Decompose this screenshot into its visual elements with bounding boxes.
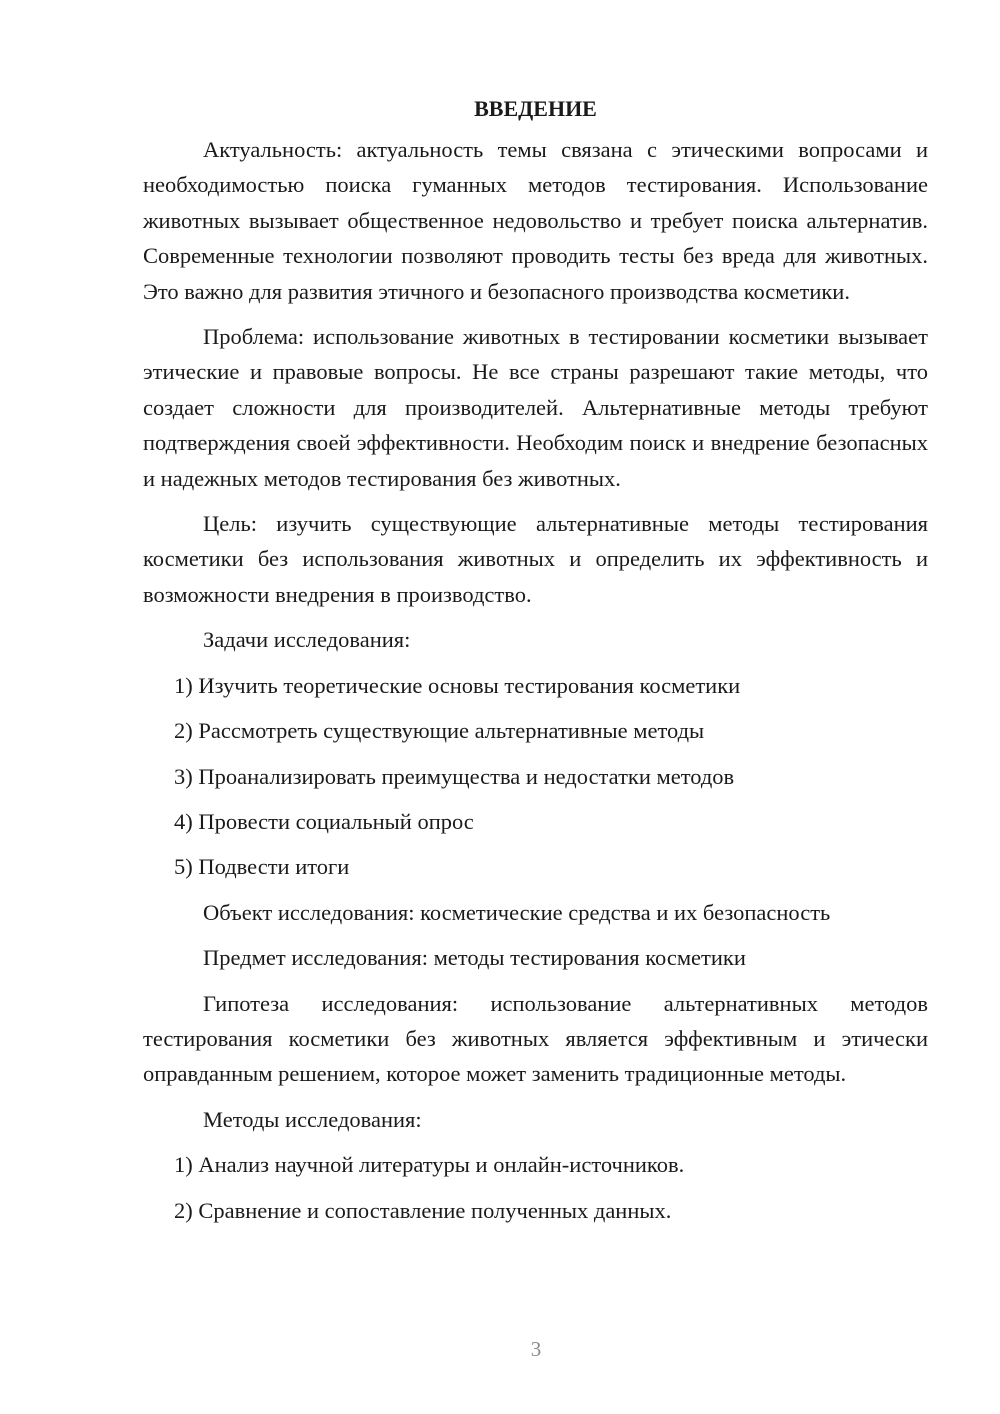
- page-number: 3: [530, 1337, 542, 1361]
- list-item: 1) Анализ научной литературы и онлайн-источников.: [174, 1152, 685, 1178]
- research-subject: Предмет исследования: методы тестирования косметики: [203, 945, 746, 971]
- list-item: 2) Сравнение и сопоставление полученных данных.: [174, 1197, 672, 1223]
- list-item: 5) Подвести итоги: [174, 854, 350, 880]
- paragraph-relevance: Актуальность: актуальность темы связана с этическими вопросами и необходимостью поиска гуманных методов тестирования. Использование животных вызывает общественное недовольство и требует поиска альтернатив. Современные технологии позволяют проводить тесты без вреда для животных. Это важно для развития этичного и безопасного производства косметики.: [143, 137, 928, 304]
- tasks-list: [143, 668, 928, 885]
- section-title: ВВЕДЕНИЕ: [474, 96, 597, 121]
- paragraph-problem: Проблема: использование животных в тестировании косметики вызывает этические и правовые вопросы. Не все страны разрешают такие методы, что создает сложности для производителей. Альтернативные методы требуют подтверждения своей эффективности. Необходим поиск и внедрение безопасных и надежных методов тестирования без животных.: [143, 324, 928, 491]
- list-item: 3) Проанализировать преимущества и недостатки методов: [174, 763, 735, 789]
- methods-heading: Методы исследования:: [203, 1106, 422, 1132]
- list-item: 4) Провести социальный опрос: [174, 808, 474, 834]
- paragraph-goal: Цель: изучить существующие альтернативные методы тестирования косметики без использования животных и определить их эффективность и возможности внедрения в производство.: [143, 511, 928, 607]
- tasks-heading: Задачи исследования:: [203, 627, 411, 653]
- page-content: [143, 92, 928, 1238]
- list-item: 1) Изучить теоретические основы тестирования косметики: [174, 672, 741, 698]
- research-object: Объект исследования: косметические средства и их безопасность: [203, 899, 831, 925]
- paragraph-hypothesis: Гипотеза исследования: использование альтернативных методов тестирования косметики без животных является эффективным и этически оправданным решением, которое может заменить традиционные методы.: [143, 990, 928, 1087]
- methods-list: [143, 1147, 928, 1228]
- list-item: 2) Рассмотреть существующие альтернативные методы: [174, 718, 705, 744]
